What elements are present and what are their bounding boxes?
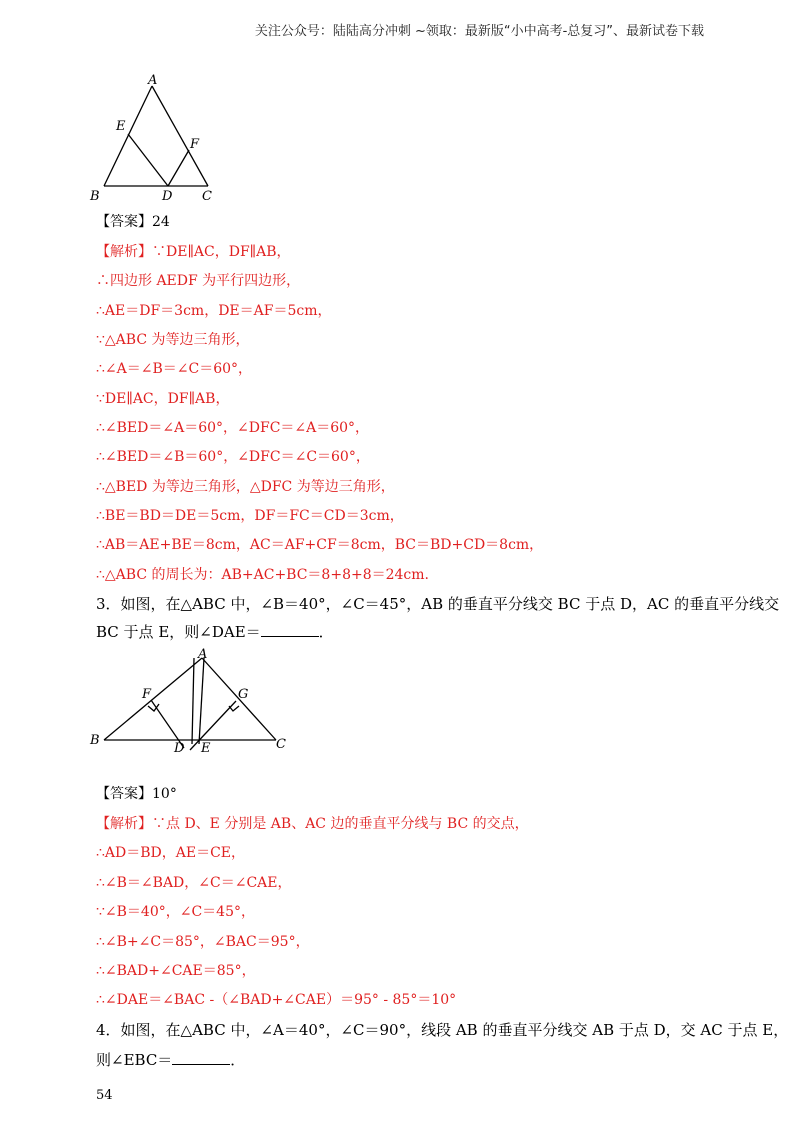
label-C: C	[276, 737, 286, 752]
label-A: A	[198, 647, 208, 662]
question-4-line-1: 4．如图，在△ABC 中，∠A＝40°，∠C＝90°，线段 AB 的垂直平分线交 AB 于点 D，交 AC 于点 E，	[96, 1021, 789, 1039]
label-D: D	[162, 189, 173, 204]
analysis-1-line-9: ∴△BED 为等边三角形，△DFC 为等边三角形，	[96, 479, 395, 495]
figure-1-triangle	[86, 72, 226, 204]
analysis-1-line-2: ∴四边形 AEDF 为平行四边形，	[96, 273, 301, 289]
page-header: 关注公众号：陆陆高分冲刺 ~领取：最新版“小中高考-总复习”、最新试卷下载	[254, 24, 704, 39]
answer-1: 【答案】24	[96, 214, 170, 230]
label-F: F	[190, 137, 200, 152]
label-A: A	[148, 73, 158, 88]
analysis-1-line-7: ∴∠BED＝∠A＝60°，∠DFC＝∠A＝60°，	[96, 420, 370, 436]
analysis-1-line-4: ∵△ABC 为等边三角形，	[96, 332, 250, 348]
answer-blank-3	[261, 622, 319, 637]
question-4-line-2: 则∠EBC＝ ．	[96, 1051, 246, 1069]
analysis-1-line-12: ∴△ABC 的周长为：AB+AC+BC＝8+8+8＝24cm.	[96, 567, 429, 583]
analysis-1-line-6: ∵DE∥AC，DF∥AB，	[96, 391, 230, 407]
analysis-1-line-5: ∴∠A＝∠B＝∠C＝60°，	[96, 361, 253, 377]
analysis-2-line-3: ∴∠B＝∠BAD，∠C＝∠CAE，	[96, 875, 292, 891]
analysis-1-line-1: 【解析】∵DE∥AC，DF∥AB，	[96, 244, 291, 260]
label-C: C	[202, 189, 212, 204]
analysis-1-line-8: ∴∠BED＝∠B＝60°，∠DFC＝∠C＝60°，	[96, 449, 370, 465]
answer-blank-4	[172, 1050, 230, 1065]
label-E: E	[201, 741, 211, 756]
label-D: D	[174, 741, 185, 756]
answer-2: 【答案】10°	[96, 786, 177, 802]
figure-2-triangle	[86, 644, 296, 756]
label-G: G	[238, 687, 249, 702]
analysis-2-line-4: ∵∠B＝40°，∠C＝45°，	[96, 904, 255, 920]
analysis-1-line-11: ∴AB＝AE+BE＝8cm，AC＝AF+CF＝8cm，BC＝BD+CD＝8cm，	[96, 537, 544, 553]
analysis-2-line-6: ∴∠BAD+∠CAE＝85°，	[96, 963, 256, 979]
question-3-line-2: BC 于点 E，则∠DAE＝ ．	[96, 623, 334, 641]
label-B: B	[90, 733, 100, 748]
analysis-2-line-1: 【解析】∵点 D、E 分别是 AB、AC 边的垂直平分线与 BC 的交点，	[96, 816, 529, 832]
analysis-2-line-7: ∴∠DAE＝∠BAC -（∠BAD+∠CAE）＝95° - 85°＝10°	[96, 992, 457, 1008]
page-number: 54	[96, 1088, 113, 1103]
analysis-1-line-3: ∴AE＝DF＝3cm，DE＝AF＝5cm，	[96, 303, 332, 319]
question-3-line-1: 3．如图，在△ABC 中，∠B＝40°，∠C＝45°，AB 的垂直平分线交 BC 于点 D，AC 的垂直平分线交	[96, 595, 780, 613]
label-B: B	[90, 189, 100, 204]
label-F: F	[142, 687, 152, 702]
label-E: E	[116, 119, 126, 134]
analysis-1-line-10: ∴BE＝BD＝DE＝5cm，DF＝FC＝CD＝3cm，	[96, 508, 404, 524]
analysis-2-line-2: ∴AD＝BD，AE＝CE，	[96, 845, 246, 861]
analysis-2-line-5: ∴∠B+∠C＝85°，∠BAC＝95°，	[96, 934, 310, 950]
